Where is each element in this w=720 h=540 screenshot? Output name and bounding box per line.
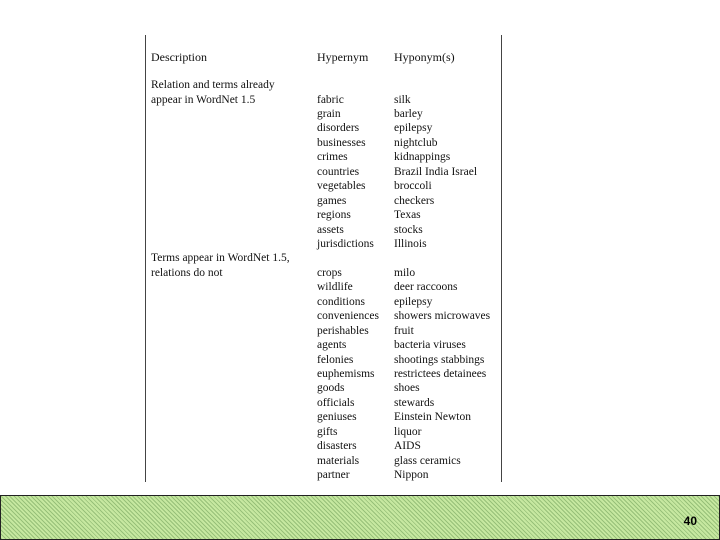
table-row — [146, 121, 501, 136]
table-row — [146, 468, 501, 482]
description-text: appear in WordNet 1.5 — [151, 93, 256, 106]
table-row — [146, 324, 501, 339]
hypernym-cell: regions — [317, 209, 351, 221]
hypernym-cell: gifts — [317, 425, 338, 438]
table-row — [146, 194, 501, 209]
table-row — [146, 150, 501, 165]
hyponym-cell: deer raccoons — [394, 281, 458, 294]
table-row — [146, 353, 501, 368]
hypernym-cell: partner — [317, 469, 350, 482]
table-row — [146, 136, 501, 151]
hypernym-cell: crops — [317, 266, 342, 279]
hypernym-cell: jurisdictions — [317, 237, 374, 250]
table-row — [146, 410, 501, 425]
table-row — [146, 396, 501, 411]
hyponym-cell: stocks — [394, 223, 423, 236]
table-row — [146, 454, 501, 469]
footer-bar — [0, 495, 720, 540]
hypernym-cell: agents — [317, 339, 347, 352]
hyponym-cell: epilepsy — [394, 122, 433, 135]
hyponym-cell: shoes — [394, 382, 420, 395]
description-text: Relation and terms already — [151, 79, 275, 91]
table-page — [145, 35, 502, 482]
table-row — [146, 309, 501, 324]
hypernym-cell: geniuses — [317, 411, 357, 424]
hyponym-cell: Nippon — [394, 469, 429, 482]
table-row — [146, 338, 501, 353]
hyponym-cell: liquor — [394, 425, 422, 438]
hypernym-cell: fabric — [317, 93, 344, 106]
hypernym-cell: games — [317, 194, 347, 207]
hypernym-cell: crimes — [317, 151, 348, 164]
hyponym-cell: AIDS — [394, 440, 421, 453]
page-number: 40 — [683, 514, 697, 528]
hyponym-cell: Texas — [394, 209, 421, 221]
table-row — [146, 208, 501, 223]
hyponym-cell: kidnappings — [394, 151, 451, 164]
table-row — [146, 295, 501, 310]
hyponym-cell: barley — [394, 107, 423, 120]
hyponym-cell: Brazil India Israel — [394, 165, 478, 178]
description-line — [146, 251, 501, 266]
table-row — [146, 179, 501, 194]
hyponym-cell: checkers — [394, 194, 435, 207]
hypernym-cell: conditions — [317, 295, 365, 308]
hyponym-cell: restrictees detainees — [394, 368, 487, 380]
description-line — [146, 266, 501, 281]
hypernym-cell: euphemisms — [317, 368, 375, 380]
table-row — [146, 165, 501, 180]
hypernym-cell: officials — [317, 396, 355, 409]
table-row — [146, 237, 501, 252]
hypernym-cell: businesses — [317, 136, 366, 149]
table-row — [146, 107, 501, 122]
description-line — [146, 78, 501, 93]
hypernym-cell: disasters — [317, 440, 357, 453]
hypernym-cell: goods — [317, 382, 345, 395]
hyponym-cell: milo — [394, 266, 416, 279]
hypernym-cell: grain — [317, 107, 341, 120]
hypernym-cell: assets — [317, 223, 344, 236]
hyponym-cell: broccoli — [394, 180, 432, 193]
description-text: relations do not — [151, 266, 223, 279]
hypernym-cell: disorders — [317, 122, 360, 135]
hypernym-cell: vegetables — [317, 180, 366, 193]
hypernym-cell: perishables — [317, 324, 369, 337]
header-hyponyms: Hyponym(s) — [394, 50, 455, 64]
header-row — [146, 50, 501, 65]
hypernym-cell: felonies — [317, 353, 354, 366]
table-row — [146, 280, 501, 295]
hypernym-cell: wildlife — [317, 281, 353, 294]
table-row — [146, 425, 501, 440]
hyponym-cell: stewards — [394, 396, 435, 409]
description-text: Terms appear in WordNet 1.5, — [151, 252, 290, 265]
hyponym-cell: silk — [394, 93, 411, 106]
table-row — [146, 367, 501, 382]
table-row — [146, 439, 501, 454]
hyponym-cell: Illinois — [394, 237, 427, 250]
description-line — [146, 93, 501, 108]
header-description: Description — [151, 50, 207, 64]
hypernym-cell: conveniences — [317, 310, 379, 323]
hyponym-cell: epilepsy — [394, 295, 433, 308]
hyponym-cell: Einstein Newton — [394, 411, 471, 424]
hypernym-cell: countries — [317, 165, 360, 178]
hyponym-cell: nightclub — [394, 136, 438, 149]
hyponym-cell: showers microwaves — [394, 310, 491, 323]
hypernym-cell: materials — [317, 454, 360, 467]
hyponym-cell: shootings stabbings — [394, 353, 485, 366]
hyponym-cell: glass ceramics — [394, 454, 461, 467]
hyponym-cell: fruit — [394, 324, 414, 337]
table-row — [146, 381, 501, 396]
table-row — [146, 223, 501, 238]
header-hypernym: Hypernym — [317, 50, 369, 64]
hyponym-cell: bacteria viruses — [394, 339, 466, 352]
